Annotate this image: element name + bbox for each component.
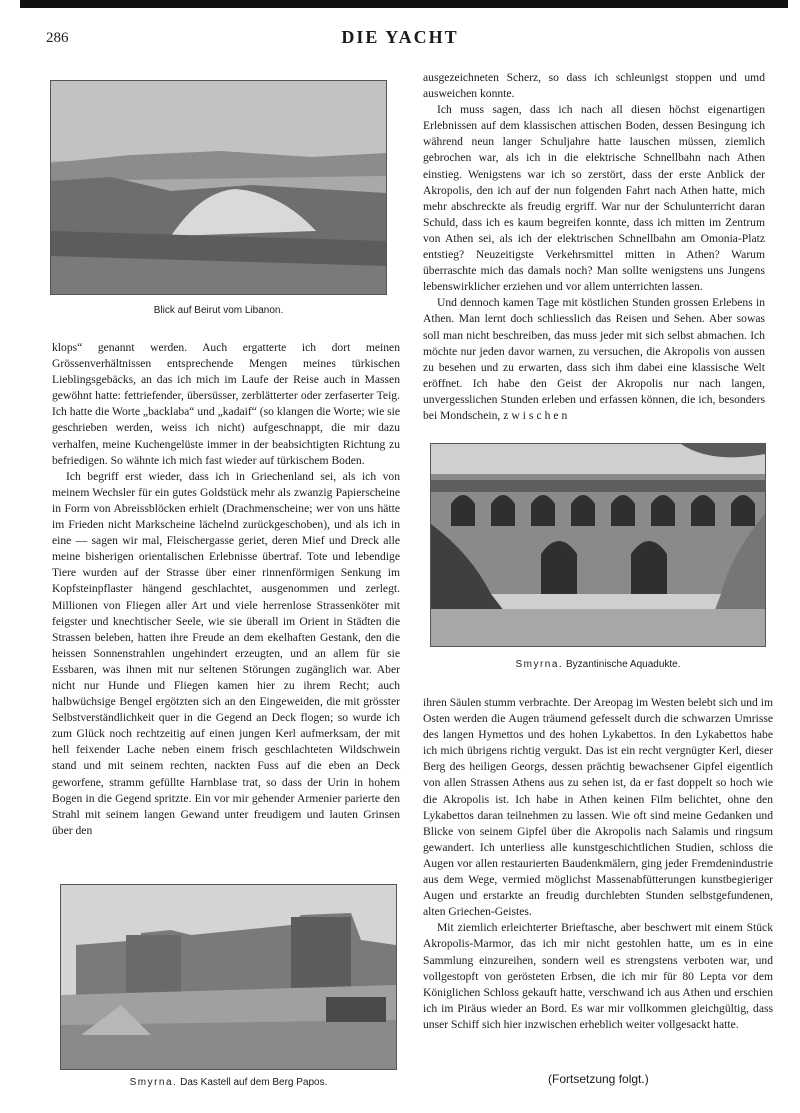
paragraph: Ich begriff erst wieder, dass ich in Griechenland sei, als ich von meinem Wechsler für ein gutes Goldstück mehr als zwanzig Papierscheine in Form von Abreissblöcken erhielt (Drachmenscheine; wer von uns hätte im Frieden nicht Markscheine lächelnd zurückgeschoben), und als ich in eine — sagen wir mal, Fleischergasse geriet, deren Mief und Dreck alle meine bisherigen orientalischen Erlebnisse übertraf. Tote und lebendige Tiere wurden auf der Strasse über einer rinnenförmigen Senkung im Kopfsteinpflaster hängend geschlachtet, ausgenommen und zerlegt. Millionen von Fliegen aller Art und viele herrenlose Strassenköter mit feigster und knechtischer Seele, wie sie überall im Orient in Städten die Strassen beleben, hatten ihre Freude an dem ekelhaften Gestank, den die heissen Sonnenstrahlen ungehindert erzeugten, und an allem für sie Essbaren, was ihnen mit nur seltenen Störungen zugänglich war. Aber nicht nur Hunde und Fliegen kamen hier zu ihrem Recht; auch halbwüchsige Bengel ergötzten sich an den Eingeweiden, die mit grösster Selbstverständlichkeit quer in die Gegend an Deck flogen; so wurde ich zum Glück noch rechtzeitig auf einen jungen Kerl aufmerksam, der mit hell feixender Lache neben einem frisch geschlachteten Wildschwein stand und mit seinem rechten, nackten Fuss auf die eben an Deck geworfene, stramm gefüllte Harnblase trat, so dass der Urin in hohem Bogen in die Gegend spritzte. Ein vor mir gehender Armenier parierte den Strahl mit seinem langen Gewand unter freudigem und lauten Grinsen über den xyxy=(52,469,400,837)
top-rule xyxy=(20,0,788,8)
right-column-top-text xyxy=(423,70,765,424)
photo-castle xyxy=(60,884,397,1070)
caption-aqueduct xyxy=(430,659,766,670)
paragraph: ausgezeichneten Scherz, so dass ich schleunigst stoppen und umd ausweichen konnte. xyxy=(423,71,765,101)
caption-place: Smyrna. xyxy=(515,659,564,670)
left-column-text xyxy=(52,340,400,839)
figure-beirut xyxy=(50,80,387,320)
caption-text: Das Kastell auf dem Berg Papos. xyxy=(180,1077,328,1088)
continuation-note: (Fortsetzung folgt.) xyxy=(548,1072,649,1086)
caption-place: Smyrna. xyxy=(129,1077,178,1088)
page-number: 286 xyxy=(46,30,69,46)
paragraph: klops“ genannt werden. Auch ergatterte ich dort meinen Grössenverhältnissen entsprechende Mengen meines türkischen Lieblingsgebäcks, an das ich mich im Laufe der Reise auch in Massen gewöhnt hatte: fettriefender, übersüsser, zerblätterter oder zerfaserter Teig. Ich hatte die Worte „backlaba“ und „kadaif“ (so klangen die Worte; wie sie geschrieben werden, weiss ich nicht) aufgeschnappt, die mir dazu verhalfen, meine Kuchengelüste immer in der beabsichtigten Richtung zu befriedigen. So wähnte ich mich fast wieder auf türkischem Boden. xyxy=(52,341,400,467)
photo-beirut xyxy=(50,80,387,295)
photo-aqueduct xyxy=(430,443,766,647)
paragraph: Ich muss sagen, dass ich nach all diesen höchst eigenartigen Erlebnissen auf dem klassischen attischen Boden, dessen Besingung ich während neun langer Schuljahre hatte lauschen müssen, ziemlich gebrochen war, als ich in die elektrische Schnellbahn nach Athen einstieg. Wenigstens war ich so zerstört, dass der erste Anblick der Akropolis, den ich auf der nun folgenden Fahrt nach Athen hatte, mich mehr abschreckte als freudig ergriff. War nur der Schulunterricht daran Schuld, dass ich es kaum begreifen konnte, dass ich mitten im Zentrum von Athen sei, als ich der elektrischen Schnellbahn am Omonia-Platz entstieg? Neuzeitigste Verkehrsmittel mitten in Athen? Warum überraschte mich das damals noch? Man sollte wenigstens uns Jungens lebenswirklicher erziehen und vor allem unterrichten lassen. xyxy=(423,103,765,294)
figure-aqueduct xyxy=(430,443,766,673)
caption-text: Byzantinische Aquadukte. xyxy=(565,659,681,670)
paragraph-text: Und dennoch kamen Tage mit köstlichen Stunden grossen Erlebens in Athen. Man lernt doch schliesslich das Reisen und Sehen. Aber sowas soll man nicht beschreiben, das muss jeder mit sich selbst abmachen. Ich möchte nur jeden davor warnen, zu versuchen, die Akropolis von aussen zu besehen und zu erwarten, dass sich ihm dabei eine klassische Welt eröffnet. Ich habe den Geist der Akropolis nur nach langen, unvergesslichen Stunden erleben und erfassen können, die ich, besonders bei Mondschein, xyxy=(423,296,765,422)
paragraph: Mit ziemlich erleichterter Brieftasche, aber beschwert mit einem Stück Akropolis-Marmor, das ich mir nicht gestohlen hatte, um es in eine Sammlung einzureihen, sondern weil es strengstens verboten war, und vollgestopft von gerösteten Erbsen, die ich mir für 80 Lepta vor dem Königlichen Schloss gekauft hatte, verschwand ich aus Athen und erschien ich im Piräus wieder an Bord. Es war mir vollkommen gleichgültig, dass unser Schiff sich hier inzwischen erheblich weiter vollgesackt hatte. xyxy=(423,921,773,1031)
figure-castle xyxy=(60,884,397,1094)
spaced-word: zwischen xyxy=(503,408,571,422)
caption-beirut: Blick auf Beirut vom Libanon. xyxy=(153,305,284,316)
paragraph: ihren Säulen stumm verbrachte. Der Areopag im Westen belebt sich und im Osten werden die Augen träumend gefesselt durch die schwarzen Umrisse des langen Hymettos und des hohen Lykabettos. In den Lykabettos habe ich mich übrigens richtig vergukt. Das ist ein recht vergnügter Kerl, dieser Berg des heiligen Georgs, dessen prächtig bewachsener Gipfel eigentlich von allen Strassen Athens aus zu sehen ist, da er fast doppelt so hoch wie die Akropolis ist. Ich habe in Athen keinen Film belichtet, ohne den Lykabettos daran teilnehmen zu lassen. Wie oft sind meine Gedanken und Blicke von seinem Gipfel über die Akropolis nach Salamis und ringsum gewandert. Ich unterliess alle kunstgeschichtlichen Studien, schloss die Augen vor allen restaurierten Baudenkmälern, ging jeder Fremdenindustrie aus dem Wege, vermied möglichst Massenabfütterungen kunstbegieriger Augen und erstarkte an freudig durchlebten Stunden selbstgefundenen, alten Griechen-Geistes. xyxy=(423,696,773,919)
paragraph xyxy=(423,295,765,424)
right-column-bottom-text xyxy=(423,695,773,1033)
caption-castle xyxy=(60,1077,397,1088)
running-title: DIE YACHT xyxy=(341,27,459,47)
